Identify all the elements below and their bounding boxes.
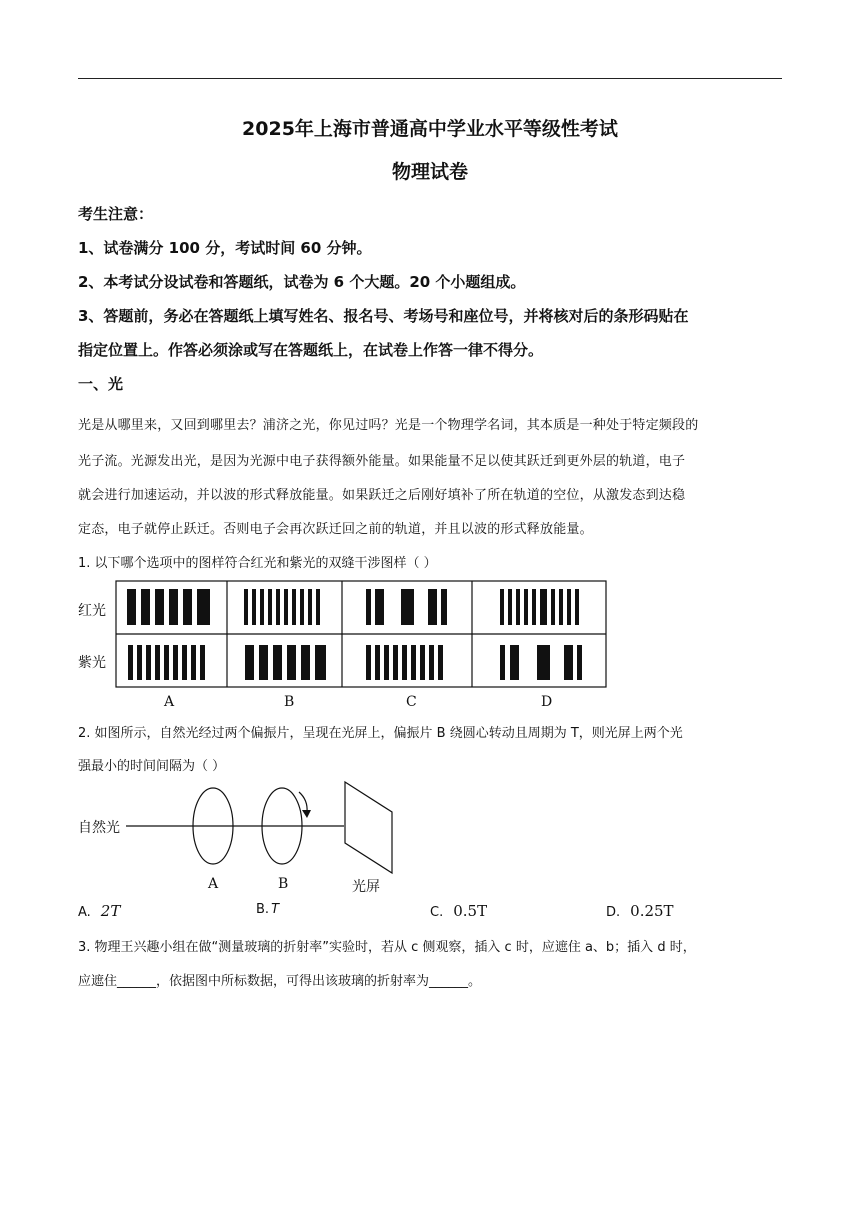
natural-light-label: 自然光 <box>78 820 120 836</box>
screen-label: 光屏 <box>352 879 380 895</box>
notice-item-3-cont: 指定位置上。作答必须涂或写在答题纸上，在试卷上作答一律不得分。 <box>78 341 544 359</box>
col-label-d: D <box>541 694 553 710</box>
col-label-c: C <box>406 694 417 710</box>
notice-item-1: 1、试卷满分 100 分，考试时间 60 分钟。 <box>78 239 372 257</box>
exam-subtitle: 物理试卷 <box>391 161 468 183</box>
q2-option-b[interactable]: B. T <box>256 902 280 917</box>
q2-stem-line-1: 2. 如图所示，自然光经过两个偏振片，呈现在光屏上，偏振片 B 绕圆心转动且周期为 T，则光屏上两个光 <box>78 726 683 741</box>
row-label-red: 红光 <box>78 603 106 619</box>
col-label-a: A <box>164 694 175 710</box>
exam-title: 2025年上海市普通高中学业水平等级性考试 <box>242 118 618 140</box>
q2-option-a[interactable]: A. 2T <box>78 902 121 920</box>
intro-line-1: 光是从哪里来，又回到哪里去？浦济之光，你见过吗？光是一个物理学名词，其本质是一种处于特定频段的 <box>78 418 699 433</box>
notice-item-2: 2、本考试分设试卷和答题纸，试卷为 6 个大题。20 个小题组成。 <box>78 273 526 291</box>
intro-line-3: 就会进行加速运动，并以波的形式释放能量。如果跃迁之后刚好填补了所在轨道的空位，从激发态到达稳 <box>78 488 686 503</box>
intro-line-2: 光子流。光源发出光，是因为光源中电子获得额外能量。如果能量不足以使其跃迁到更外层的轨道，电子 <box>78 454 686 469</box>
notice-item-3: 3、答题前，务必在答题纸上填写姓名、报名号、考场号和座位号，并将核对后的条形码贴在 <box>78 307 689 325</box>
q3-line-1: 3. 物理王兴趣小组在做“测量玻璃的折射率”实验时，若从 c 侧观察，插入 c 时，应遮住 a、b；插入 d 时， <box>78 940 696 955</box>
notice-heading: 考生注意： <box>78 205 154 223</box>
q3-line-2: 应遮住______，依据图中所标数据，可得出该玻璃的折射率为______。 <box>78 974 482 989</box>
q2-option-c[interactable]: C. 0.5T <box>430 902 488 920</box>
col-label-b: B <box>284 694 295 710</box>
intro-line-4: 定态，电子就停止跃迁。否则电子会再次跃迁回之前的轨道，并且以波的形式释放能量。 <box>78 522 593 537</box>
q2-stem-line-2: 强最小的时间间隔为（ ） <box>78 759 226 774</box>
rotation-arrowhead <box>302 810 311 818</box>
light-screen <box>345 782 392 873</box>
polarizer-a-label: A <box>208 876 219 892</box>
q1-stem: 1. 以下哪个选项中的图样符合红光和紫光的双缝干涉图样（ ） <box>78 556 437 571</box>
polarizer-b-label: B <box>278 876 289 892</box>
q2-option-d[interactable]: D. 0.25T <box>606 902 674 920</box>
row-label-violet: 紫光 <box>78 655 106 671</box>
section-heading: 一、光 <box>78 375 124 393</box>
